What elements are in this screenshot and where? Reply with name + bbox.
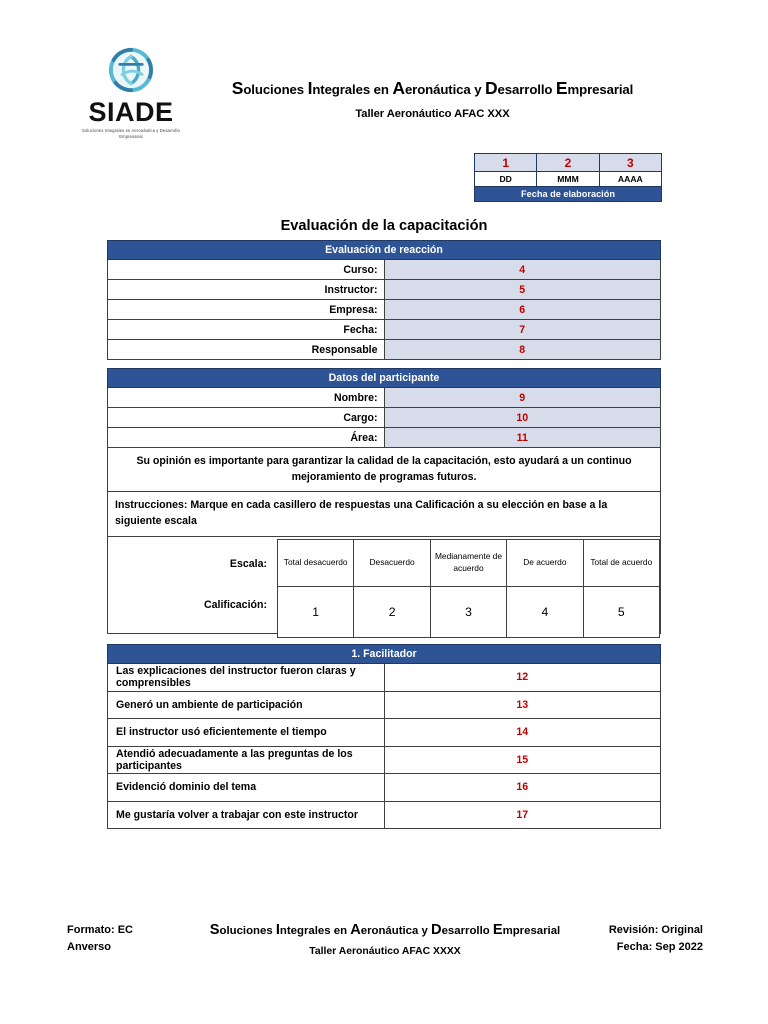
field-label-empresa: Empresa: (108, 300, 385, 320)
scale-side-labels (108, 537, 274, 633)
scale-row (108, 536, 661, 633)
table-row (108, 280, 661, 300)
field-label-area: Área: (108, 428, 385, 448)
footer-anverso: Anverso (67, 941, 112, 954)
footer-org-rest: mpresarial (502, 925, 561, 937)
elaboration-date-table (474, 153, 662, 202)
table-row (108, 746, 661, 774)
opinion-statement: Su opinión es importante para garantizar la calidad de la capacitación, esto ayudará a un continuo mejoramiento de programas futuros. (108, 448, 661, 492)
field-value-curso[interactable]: 4 (384, 260, 661, 280)
footer-org-rest: ntegrales en (279, 925, 351, 937)
footer-left (67, 922, 133, 956)
siade-swirl-icon (100, 42, 162, 98)
table-row (108, 719, 661, 747)
question-text: Generó un ambiente de participación (108, 691, 385, 719)
org-title-rest: eronáutica y (404, 82, 485, 97)
org-title-rest: esarrollo (497, 82, 556, 97)
footer-fecha: Fecha: Sep 2022 (616, 941, 703, 954)
table-row (108, 428, 661, 448)
question-text: Me gustaría volver a trabajar con este instructor (108, 801, 385, 829)
evaluacion-reaccion-table (107, 240, 661, 360)
org-title (185, 78, 680, 99)
org-title-rest: ntegrales en (312, 82, 393, 97)
document-footer (60, 922, 710, 982)
table-row (108, 774, 661, 802)
table-row (108, 300, 661, 320)
scale-wrapper (108, 537, 660, 633)
question-answer[interactable]: 13 (384, 691, 661, 719)
scale-rating-5[interactable]: 5 (583, 586, 659, 637)
document-header (60, 42, 680, 152)
field-label-fecha: Fecha: (108, 320, 385, 340)
field-value-cargo[interactable]: 10 (384, 408, 661, 428)
org-title-block (185, 78, 680, 120)
footer-center (180, 922, 590, 957)
field-label-instructor: Instructor: (108, 280, 385, 300)
date-code-mmm: MMM (537, 172, 599, 187)
org-title-rest: mpresarial (567, 82, 634, 97)
scale-ratings-row (278, 586, 660, 637)
date-code-aaaa: AAAA (599, 172, 661, 187)
footer-org-rest: oluciones (219, 925, 276, 937)
question-answer[interactable]: 14 (384, 719, 661, 747)
footer-revision: Revisión: Original (608, 924, 703, 936)
section-header-reaccion: Evaluación de reacción (108, 241, 661, 260)
footer-org-cap: S (209, 922, 220, 938)
footer-org-cap: D (431, 922, 442, 938)
question-text: Atendió adecuadamente a las preguntas de los participantes (108, 746, 385, 774)
scale-options-row (278, 539, 660, 586)
field-value-nombre[interactable]: 9 (384, 388, 661, 408)
scale-option-1: Total desacuerdo (278, 539, 354, 586)
scale-rating-3[interactable]: 3 (430, 586, 506, 637)
field-value-responsable[interactable]: 8 (384, 340, 661, 360)
question-text: El instructor usó eficientemente el tiempo (108, 719, 385, 747)
scale-container-cell (108, 536, 661, 633)
table-row (108, 691, 661, 719)
field-value-fecha[interactable]: 7 (384, 320, 661, 340)
org-title-rest: oluciones (243, 82, 308, 97)
footer-org-rest: esarrollo (441, 925, 493, 937)
table-row (108, 664, 661, 692)
scale-label-escala: Escala: (229, 557, 267, 570)
table-row (108, 320, 661, 340)
field-value-area[interactable]: 11 (384, 428, 661, 448)
date-number-cell[interactable]: 3 (599, 154, 661, 172)
org-title-cap: I (307, 78, 313, 98)
scale-label-calificacion: Calificación: (204, 598, 267, 611)
field-label-curso: Curso: (108, 260, 385, 280)
table-row (108, 801, 661, 829)
instructions-text: Instrucciones: Marque en cada casillero de respuestas una Calificación a su elección en base a la siguiente escala (108, 491, 661, 536)
org-subtitle: Taller Aeronáutico AFAC XXX (355, 108, 510, 120)
footer-right (609, 922, 703, 956)
question-answer[interactable]: 17 (384, 801, 661, 829)
table-header-row (108, 369, 661, 388)
org-title-cap: E (555, 78, 568, 98)
date-table-caption: Fecha de elaboración (475, 187, 662, 202)
footer-org-title (180, 922, 590, 938)
date-number-row (475, 154, 662, 172)
table-row (108, 408, 661, 428)
field-value-empresa[interactable]: 6 (384, 300, 661, 320)
scale-option-4: De acuerdo (507, 539, 583, 586)
table-header-row (108, 645, 661, 664)
footer-org-rest: eronáutica y (360, 925, 432, 937)
scale-option-2: Desacuerdo (354, 539, 430, 586)
footer-formato: Formato: EC (67, 924, 133, 936)
section-header-facilitador: 1. Facilitador (108, 645, 661, 664)
logo-tagline: Soluciones Integrales en Aeronáutica y Desarrollo Empresarial (82, 128, 180, 139)
table-row (108, 260, 661, 280)
question-answer[interactable]: 12 (384, 664, 661, 692)
siade-logo (68, 42, 194, 140)
date-label-row (475, 187, 662, 202)
question-text: Las explicaciones del instructor fueron claras y comprensibles (108, 664, 385, 692)
question-text: Evidenció dominio del tema (108, 774, 385, 802)
field-label-nombre: Nombre: (108, 388, 385, 408)
date-code-dd: DD (475, 172, 537, 187)
instructions-row (108, 491, 661, 536)
scale-rating-1[interactable]: 1 (278, 586, 354, 637)
org-title-cap: D (485, 78, 498, 98)
footer-org-cap: I (275, 922, 280, 938)
scale-rating-4[interactable]: 4 (507, 586, 583, 637)
org-title-cap: A (392, 78, 405, 98)
question-answer[interactable]: 16 (384, 774, 661, 802)
scale-table (277, 539, 660, 638)
date-number-cell[interactable]: 2 (537, 154, 599, 172)
opinion-row (108, 448, 661, 492)
section-header-participante: Datos del participante (108, 369, 661, 388)
footer-org-cap: A (350, 922, 361, 938)
scale-option-5: Total de acuerdo (583, 539, 659, 586)
question-answer[interactable]: 15 (384, 746, 661, 774)
date-code-row (475, 172, 662, 187)
field-value-instructor[interactable]: 5 (384, 280, 661, 300)
scale-rating-2[interactable]: 2 (354, 586, 430, 637)
datos-participante-table (107, 368, 661, 634)
table-row (108, 388, 661, 408)
table-row (108, 340, 661, 360)
date-number-cell[interactable]: 1 (475, 154, 537, 172)
page-title: Evaluación de la capacitación (280, 218, 488, 234)
footer-org-cap: E (492, 922, 503, 938)
footer-org-subtitle: Taller Aeronáutico AFAC XXXX (309, 946, 461, 957)
field-label-responsable: Responsable (108, 340, 385, 360)
org-title-cap: S (231, 78, 244, 98)
field-label-cargo: Cargo: (108, 408, 385, 428)
logo-wordmark: SIADE (88, 97, 174, 127)
facilitador-questions-table (107, 644, 661, 829)
table-header-row (108, 241, 661, 260)
scale-option-3: Medianamente de acuerdo (430, 539, 506, 586)
